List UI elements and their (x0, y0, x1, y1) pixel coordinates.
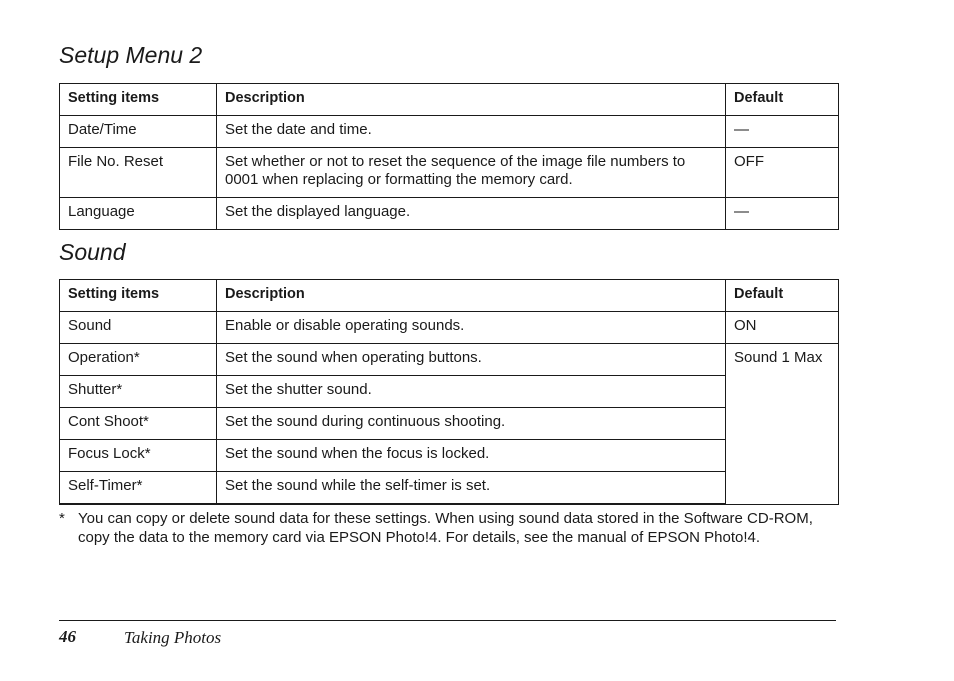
default-cell: — (726, 198, 839, 230)
sound-table (59, 279, 839, 505)
table-row (60, 198, 839, 230)
setting-item-cell: Language (60, 198, 217, 230)
table-header-row (60, 280, 839, 312)
description-cell: Set the date and time. (217, 116, 726, 148)
setting-item-cell: File No. Reset (60, 148, 217, 198)
page-number: 46 (59, 627, 76, 646)
column-header: Default (726, 84, 839, 116)
table-row (60, 344, 839, 376)
setting-item-cell: Operation* (60, 344, 217, 376)
table-row (60, 376, 839, 408)
default-cell-shared: Sound 1 Max (726, 344, 839, 505)
table-row (60, 440, 839, 472)
description-cell: Set the sound when operating buttons. (217, 344, 726, 376)
setting-item-cell: Cont Shoot* (60, 408, 217, 440)
description-cell: Set the sound when the focus is locked. (217, 440, 726, 472)
table-row (60, 116, 839, 148)
table-row (60, 472, 839, 505)
footer-divider (59, 620, 836, 621)
column-header: Setting items (60, 280, 217, 312)
description-cell: Set the sound while the self-timer is set. (217, 472, 726, 505)
setting-item-cell: Shutter* (60, 376, 217, 408)
column-header: Setting items (60, 84, 217, 116)
description-cell: Set the sound during continuous shooting. (217, 408, 726, 440)
setting-item-cell: Focus Lock* (60, 440, 217, 472)
section-title-sound: Sound (59, 239, 126, 265)
description-cell: Set the displayed language. (217, 198, 726, 230)
setup-menu-2-table (59, 83, 839, 230)
table-row (60, 148, 839, 198)
table-row (60, 408, 839, 440)
chapter-title: Taking Photos (124, 628, 222, 647)
table-row (60, 312, 839, 344)
setting-item-cell: Date/Time (60, 116, 217, 148)
footnote-mark: * (59, 510, 65, 527)
footnote (59, 510, 839, 547)
description-cell: Set the shutter sound. (217, 376, 726, 408)
column-header: Description (217, 84, 726, 116)
setting-item-cell: Sound (60, 312, 217, 344)
footnote-text: You can copy or delete sound data for these settings. When using sound data stored in the Software CD-ROM, copy the data to the memory card via EPSON Photo!4. For details, see the manual of EPSON Photo!4. (78, 510, 813, 546)
column-header: Description (217, 280, 726, 312)
table-header-row (60, 84, 839, 116)
default-cell: — (726, 116, 839, 148)
default-cell: OFF (726, 148, 839, 198)
section-title-setup-menu-2: Setup Menu 2 (59, 42, 203, 68)
description-cell: Enable or disable operating sounds. (217, 312, 726, 344)
setting-item-cell: Self-Timer* (60, 472, 217, 505)
column-header: Default (726, 280, 839, 312)
default-cell: ON (726, 312, 839, 344)
description-cell: Set whether or not to reset the sequence of the image file numbers to 0001 when replacing or formatting the memory card. (217, 148, 726, 198)
